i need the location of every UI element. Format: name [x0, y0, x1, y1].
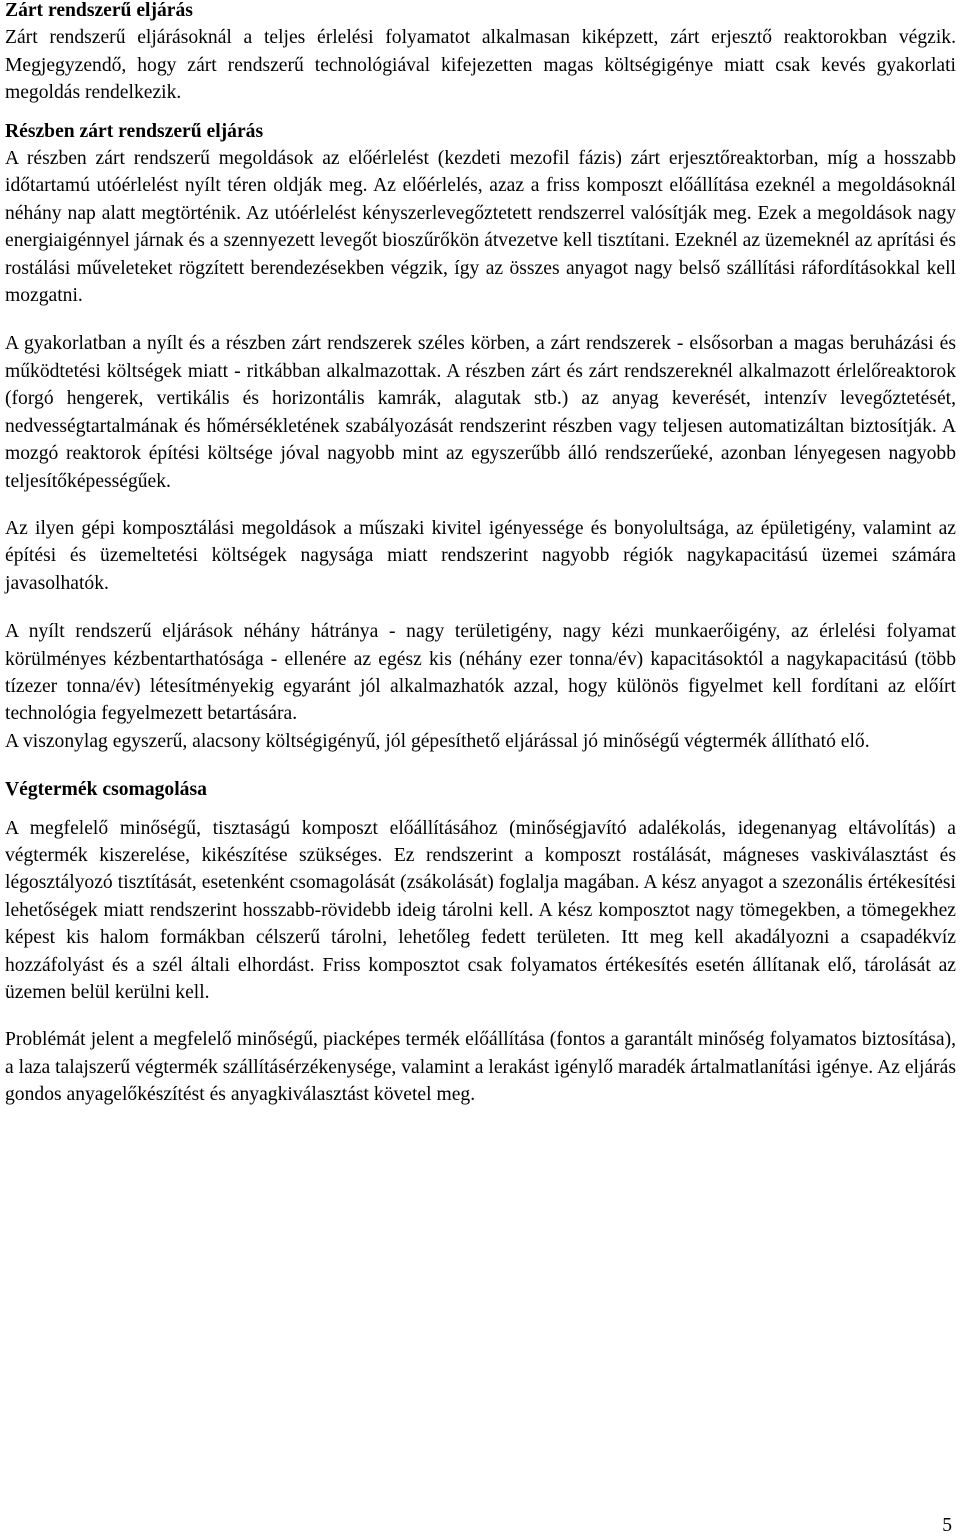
paragraph-problems: Problémát jelent a megfelelő minőségű, piacképes termék előállítása (fontos a garantált minőség folyamatos biztosítása), a laza talajszerű végtermék szállításérzékenysége, valamint a lerakást igénylő maradék ártalmatlanítási igénye. Az eljárás gondos anyagelőkészítést és anyagkiválasztást követel meg. [5, 1029, 956, 1106]
spacer [5, 309, 956, 330]
paragraph-machine-composting: Az ilyen gépi komposztálási megoldások a műszaki kivitel igényessége és bonyolultsága, az épületigény, valamint az építési és üzemeltetési költségek nagysága miatt rendszerint nagyobb régiók nagykapacitású üzemei számára javasolhatók. [5, 517, 956, 594]
spacer [5, 1006, 956, 1026]
spacer [5, 597, 956, 618]
paragraph-end-product-packaging: A megfelelő minőségű, tisztaságú komposzt előállításához (minőségjavító adalékolás, idegenanyag eltávolítás) a végtermék kiszerelése, kikészítése szükséges. Ez rendszerint a komposzt rostálását, mágneses vaskiválasztást és légosztályozó tisztítását, esetenként csomagolását (zsákolását) foglalja magában. A kész anyagot a szezonális értékesítési lehetőségek miatt rendszerint hosszabb-rövidebb ideig tárolni kell. A kész komposztot nagy tömegekben, a tömegekhez képest kis halom formákban célszerű tárolni, lehetőleg fedett területen. Itt meg kell akadályozni a csapadékvíz hozzáfolyást és a szél általi elhordást. Friss komposztot csak folyamatos értékesítés esetén állítanak elő, tárolását az üzemen belül kerülni kell. [5, 817, 956, 1003]
spacer [5, 107, 956, 118]
spacer [5, 804, 956, 815]
paragraph-partially-closed-system: A részben zárt rendszerű megoldások az előérlelést (kezdeti mezofil fázis) zárt erjesztőreaktorban, míg a hosszabb időtartamú utóérlelést nyílt téren oldják meg. Az előérlelés, azaz a friss komposzt előállítása ezeknél a megoldásoknál néhány nap alatt megtörténik. Az utóérlelést kényszerlevegőztetett rendszerrel valósítják meg. Ezek a megoldások nagy energiaigénnyel járnak és a szennyezett levegőt bioszűrőkön átvezetve kell tisztítani. Ezeknél az üzemeknél az aprítási és rostálási műveleteket rögzített berendezésekben végzik, így az összes anyagot nagy belső szállítási ráfordításokkal kell mozgatni. [5, 148, 956, 307]
spacer [5, 495, 956, 515]
section-heading-closed-system: Zárt rendszerű eljárás [5, 0, 193, 21]
paragraph-simple-process: A viszonylag egyszerű, alacsony költségigényű, jól gépesíthető eljárással jó minőségű végtermék állítható elő. [5, 730, 870, 752]
paragraph-open-system-drawbacks: A nyílt rendszerű eljárások néhány hátránya - nagy területigény, nagy kézi munkaerőigény, az érlelési folyamat körülményes kézbentarthatósága - ellenére az egész kis (néhány ezer tonna/év) kapacitásoktól a nagykapacitású (több tízezer tonna/év) létesítményekig egyaránt jól alkalmazhatók azzal, hogy különös figyelmet kell fordítani az előírt technológia fegyelmezett betartására. [5, 621, 956, 725]
page-number: 5 [942, 1515, 952, 1536]
section-heading-end-product-packaging: Végtermék csomagolása [5, 779, 207, 801]
document-page [5, 0, 956, 1109]
section-heading-partially-closed-system: Részben zárt rendszerű eljárás [5, 120, 264, 142]
paragraph-closed-system: Zárt rendszerű eljárásoknál a teljes érlelési folyamatot alkalmasan kiképzett, zárt erjesztő reaktorokban végzik. Megjegyzendő, hogy zárt rendszerű technológiával kifejezetten magas költségigénye miatt csak kevés gyakorlati megoldás rendelkezik. [5, 27, 956, 104]
paragraph-practice-comparison: A gyakorlatban a nyílt és a részben zárt rendszerek széles körben, a zárt rendszerek - elsősorban a magas beruházási és működtetési költségek miatt - ritkábban alkalmazottak. A részben zárt és zárt rendszereknél alkalmazott érlelőreaktorok (forgó hengerek, vertikális és horizontális kamrák, alagutak stb.) az anyag keverését, intenzív levegőztetését, nedvességtartalmának és hőmérsékletének szabályozását rendszerint részben vagy teljesen automatizáltan biztosítják. A mozgó reaktorok építési költsége jóval nagyobb mint az egyszerűbb álló rendszerűeké, azonban lényegesen nagyobb teljesítőképességűek. [5, 333, 956, 492]
spacer [5, 755, 956, 776]
